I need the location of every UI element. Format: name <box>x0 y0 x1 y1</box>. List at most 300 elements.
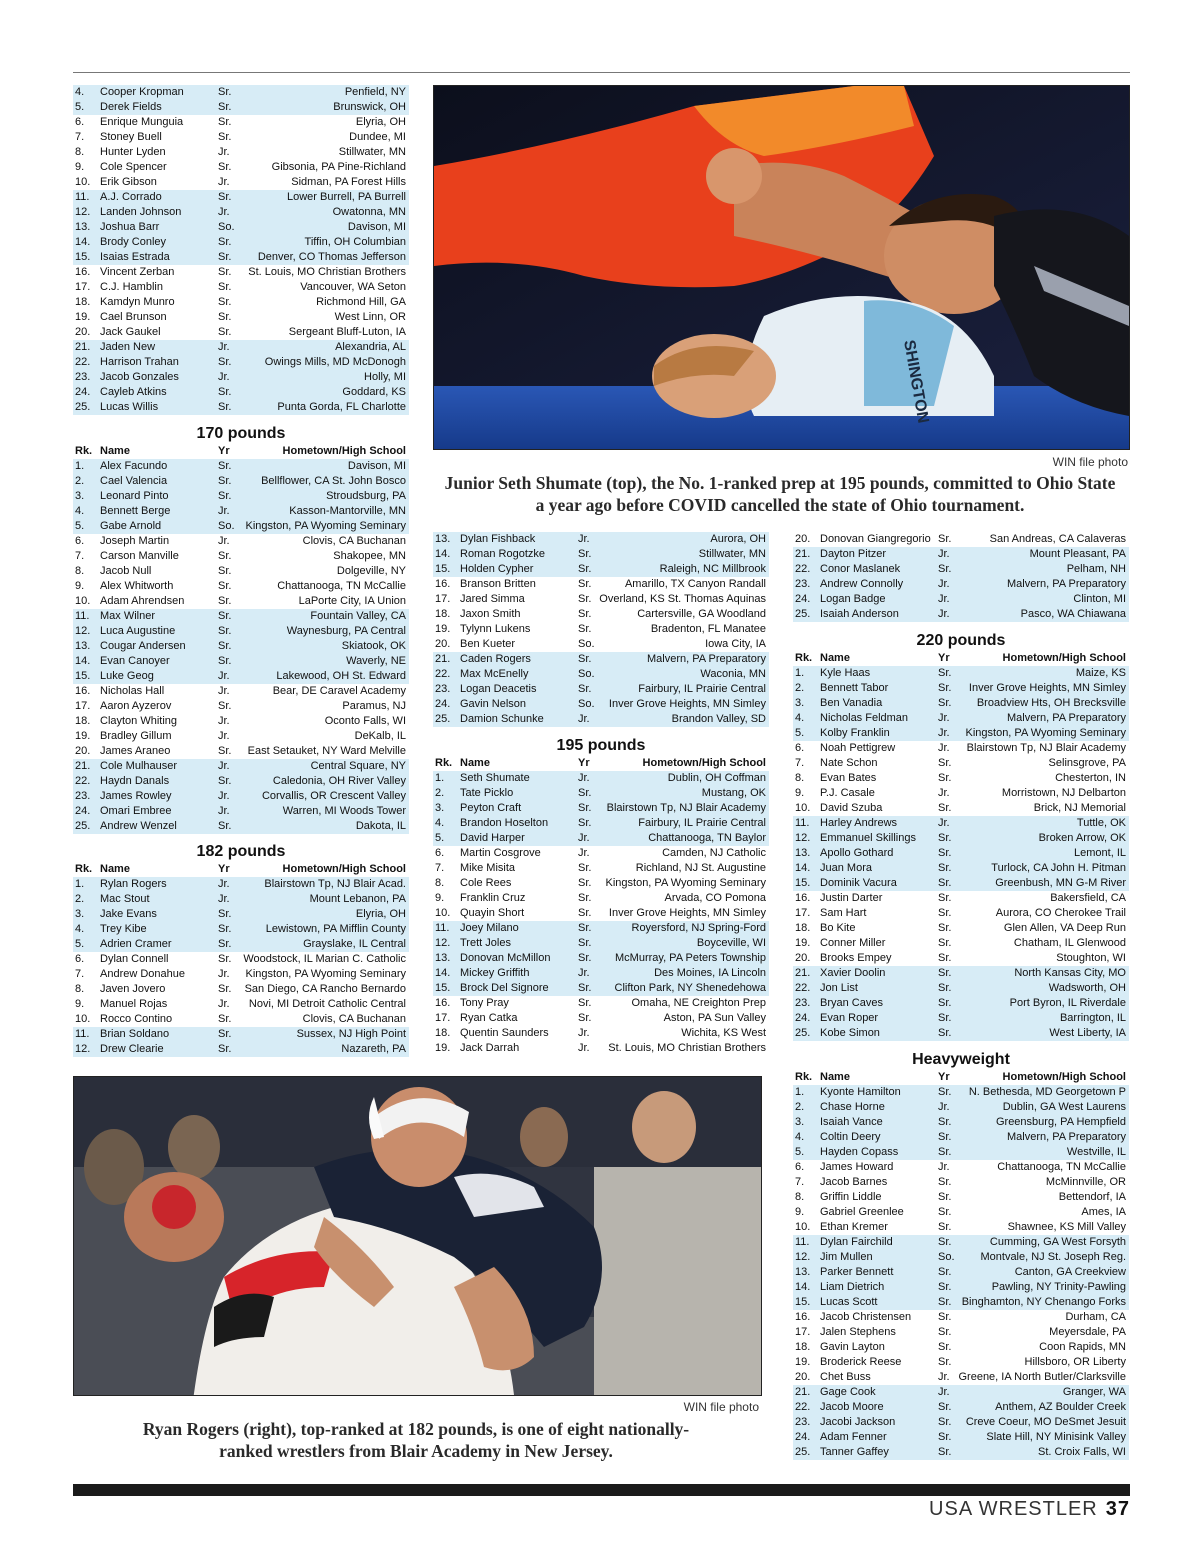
table-row <box>793 1340 1129 1355</box>
hometown-cell: St. Croix Falls, WI <box>1037 1446 1126 1458</box>
table-row <box>73 280 409 295</box>
name-cell: Jacob Gonzales <box>100 371 179 383</box>
year-cell: Sr. <box>218 356 232 368</box>
name-cell: Leonard Pinto <box>100 490 169 502</box>
rank-cell: 10. <box>75 1013 91 1025</box>
year-cell: Sr. <box>218 386 232 398</box>
table-row <box>433 622 769 637</box>
rank-cell: 17. <box>435 1012 451 1024</box>
rank-cell: 12. <box>75 206 91 218</box>
year-cell: Sr. <box>578 997 592 1009</box>
year-cell: Sr. <box>218 191 232 203</box>
table-row <box>433 891 769 906</box>
year-cell: Sr. <box>578 593 592 605</box>
rank-cell: 14. <box>795 1281 811 1293</box>
rank-cell: 9. <box>75 161 85 173</box>
rank-cell: 25. <box>75 820 91 832</box>
rank-cell: 15. <box>75 251 91 263</box>
hometown-cell: Greene, IA North Butler/Clarksville <box>958 1371 1126 1383</box>
table-row <box>793 1355 1129 1370</box>
hometown-cell: Brick, NJ Memorial <box>1033 802 1126 814</box>
table-row <box>73 744 409 759</box>
hometown-cell: Iowa City, IA <box>705 638 766 650</box>
name-cell: Harley Andrews <box>820 817 898 829</box>
year-cell: Sr. <box>218 625 232 637</box>
year-cell: Sr. <box>218 595 232 607</box>
hometown-cell: Waverly, NE <box>346 655 406 667</box>
rank-cell: 15. <box>75 670 91 682</box>
table-row <box>793 532 1129 547</box>
table-row <box>793 786 1129 801</box>
name-cell: P.J. Casale <box>820 787 875 799</box>
table-row <box>793 1175 1129 1190</box>
table-row <box>793 861 1129 876</box>
hometown-cell: Anthem, AZ Boulder Creek <box>995 1401 1126 1413</box>
year-cell: Sr. <box>578 907 592 919</box>
table-header-row <box>793 1070 1129 1085</box>
year-cell: Sr. <box>938 892 952 904</box>
rank-cell: 1. <box>75 878 85 890</box>
hometown-cell: Waynesburg, PA Central <box>286 625 406 637</box>
rank-cell: 17. <box>75 700 91 712</box>
year-cell: Sr. <box>218 131 232 143</box>
table-row <box>433 697 769 712</box>
hometown-cell: Tuttle, OK <box>1076 817 1126 829</box>
rank-cell: 22. <box>795 1401 811 1413</box>
weight-title-220: 220 pounds <box>916 632 1006 649</box>
rank-cell: 2. <box>75 893 85 905</box>
year-cell: Sr. <box>938 757 952 769</box>
year-cell: Sr. <box>578 982 592 994</box>
hometown-cell: Fairbury, IL Prairie Central <box>638 817 766 829</box>
name-cell: Jared Simma <box>460 593 525 605</box>
hometown-cell: Broken Arrow, OK <box>1038 832 1126 844</box>
hometown-cell: Kingston, PA Wyoming Seminary <box>245 968 406 980</box>
year-cell: Jr. <box>218 371 230 383</box>
year-cell: Sr. <box>578 922 592 934</box>
year-cell: Sr. <box>938 1236 952 1248</box>
table-row <box>793 1310 1129 1325</box>
hometown-cell: Bettendorf, IA <box>1058 1191 1126 1203</box>
year-cell: Jr. <box>938 742 950 754</box>
rank-cell: 16. <box>75 685 91 697</box>
rank-cell: 22. <box>75 775 91 787</box>
rank-cell: 11. <box>435 922 450 934</box>
name-cell: Jim Mullen <box>820 1251 873 1263</box>
name-cell: Juan Mora <box>820 862 872 874</box>
rank-cell: 20. <box>795 533 811 545</box>
table-row <box>793 1295 1129 1310</box>
table-row <box>433 981 769 996</box>
rank-cell: 4. <box>795 1131 805 1143</box>
hometown-cell: Elyria, OH <box>355 908 406 920</box>
year-cell: Sr. <box>578 653 592 665</box>
table-row <box>73 130 409 145</box>
hometown-cell: Brandon Valley, SD <box>671 713 766 725</box>
hometown-cell: Davison, MI <box>347 460 406 472</box>
year-cell: Sr. <box>938 667 952 679</box>
table-row <box>73 100 409 115</box>
name-cell: Mac Stout <box>100 893 150 905</box>
year-cell: Sr. <box>938 1326 952 1338</box>
table-row <box>793 1085 1129 1100</box>
year-cell: Sr. <box>938 1446 952 1458</box>
hometown-cell: Sergeant Bluff-Luton, IA <box>288 326 406 338</box>
weight-title-182: 182 pounds <box>196 843 286 860</box>
rank-cell: 18. <box>75 715 91 727</box>
rank-cell: 16. <box>795 892 811 904</box>
rank-cell: 14. <box>75 655 91 667</box>
table-row <box>793 1445 1129 1460</box>
rank-cell: 4. <box>75 505 85 517</box>
year-cell: Jr. <box>218 968 230 980</box>
hometown-cell: Shakopee, MN <box>333 550 406 562</box>
singlet-lettering: SHINGTON <box>900 338 932 425</box>
rank-cell: Rk. <box>795 1071 813 1083</box>
hometown-cell: Hometown/High School <box>1002 652 1126 664</box>
table-row <box>433 547 769 562</box>
table-row <box>793 921 1129 936</box>
name-cell: Andrew Wenzel <box>100 820 177 832</box>
year-cell: Sr. <box>938 1431 952 1443</box>
page-number: 37 <box>1105 1498 1130 1520</box>
year-cell: Jr. <box>938 1371 950 1383</box>
name-cell: Kyonte Hamilton <box>820 1086 901 1098</box>
name-cell: Name <box>100 445 130 457</box>
year-cell: Sr. <box>218 116 232 128</box>
rank-cell: 25. <box>795 1446 811 1458</box>
year-cell: Jr. <box>218 206 230 218</box>
table-row <box>433 607 769 622</box>
hometown-cell: Inver Grove Heights, MN Simley <box>968 682 1126 694</box>
table-row <box>433 562 769 577</box>
hometown-cell: Hometown/High School <box>282 445 406 457</box>
hometown-cell: Mount Lebanon, PA <box>309 893 406 905</box>
year-cell: Sr. <box>578 683 592 695</box>
name-cell: Joseph Martin <box>100 535 170 547</box>
name-cell: Coltin Deery <box>820 1131 881 1143</box>
rank-cell: 22. <box>435 668 451 680</box>
year-cell: Sr. <box>218 745 232 757</box>
hometown-cell: Broadview Hts, OH Brecksville <box>976 697 1126 709</box>
rank-cell: 1. <box>75 460 85 472</box>
table-header-row <box>73 862 409 877</box>
year-cell: So. <box>578 638 595 650</box>
year-cell: Sr. <box>218 326 232 338</box>
table-row <box>793 1220 1129 1235</box>
name-cell: Martin Cosgrove <box>460 847 541 859</box>
hometown-cell: Clovis, CA Buchanan <box>302 1013 406 1025</box>
table-row <box>73 355 409 370</box>
year-cell: Sr. <box>938 997 952 1009</box>
table-row <box>433 951 769 966</box>
hometown-cell: Warren, MI Woods Tower <box>282 805 406 817</box>
year-cell: Sr. <box>218 640 232 652</box>
hometown-cell: Greensburg, PA Hempfield <box>995 1116 1126 1128</box>
ranking-table-220 <box>793 651 1129 1041</box>
hometown-cell: Sidman, PA Forest Hills <box>291 176 406 188</box>
hometown-cell: Canton, GA Creekview <box>1014 1266 1126 1278</box>
table-row <box>793 726 1129 741</box>
table-row <box>793 592 1129 607</box>
name-cell: Mike Misita <box>460 862 516 874</box>
hometown-cell: McMinnville, OR <box>1045 1176 1126 1188</box>
table-row <box>433 861 769 876</box>
year-cell: Jr. <box>938 608 950 620</box>
year-cell: Sr. <box>218 938 232 950</box>
table-row <box>793 1130 1129 1145</box>
hometown-cell: Kingston, PA Wyoming Seminary <box>965 727 1126 739</box>
name-cell: Conor Maslanek <box>820 563 901 575</box>
year-cell: Sr. <box>938 772 952 784</box>
ranking-table-195-cont <box>793 532 1129 622</box>
rank-cell: 7. <box>795 757 805 769</box>
rank-cell: 9. <box>795 1206 805 1218</box>
hometown-cell: Lewistown, PA Mifflin County <box>265 923 406 935</box>
year-cell: Sr. <box>218 1028 232 1040</box>
hometown-cell: Malvern, PA Preparatory <box>1006 578 1126 590</box>
rank-cell: 18. <box>435 608 451 620</box>
name-cell: Javen Jovero <box>100 983 166 995</box>
hometown-cell: Bakersfield, CA <box>1050 892 1126 904</box>
name-cell: Damion Schunke <box>460 713 544 725</box>
hometown-cell: Arvada, CO Pomona <box>664 892 766 904</box>
rank-cell: 19. <box>75 730 91 742</box>
hometown-cell: Woodstock, IL Marian C. Catholic <box>243 953 406 965</box>
table-row <box>433 577 769 592</box>
hometown-cell: Lakewood, OH St. Edward <box>276 670 406 682</box>
hometown-cell: Cumming, GA West Forsyth <box>989 1236 1126 1248</box>
year-cell: Sr. <box>578 802 592 814</box>
hometown-cell: Raleigh, NC Millbrook <box>659 563 766 575</box>
name-cell: Jaxon Smith <box>460 608 521 620</box>
year-cell: Jr. <box>938 593 950 605</box>
name-cell: Isaiah Anderson <box>820 608 899 620</box>
name-cell: Rocco Contino <box>100 1013 173 1025</box>
hometown-cell: Dublin, OH Coffman <box>667 772 766 784</box>
table-row <box>433 682 769 697</box>
hometown-cell: Paramus, NJ <box>342 700 406 712</box>
table-row <box>433 667 769 682</box>
name-cell: James Araneo <box>100 745 171 757</box>
rank-cell: 14. <box>435 548 451 560</box>
name-cell: Jacob Null <box>100 565 152 577</box>
hometown-cell: Stoughton, WI <box>1056 952 1126 964</box>
table-row <box>73 519 409 534</box>
rank-cell: 4. <box>75 923 85 935</box>
hometown-cell: Hometown/High School <box>642 757 766 769</box>
table-row <box>793 906 1129 921</box>
table-row <box>793 966 1129 981</box>
rank-cell: 15. <box>435 982 451 994</box>
photo-credit-2: WIN file photo <box>683 1400 759 1414</box>
rank-cell: 22. <box>795 982 811 994</box>
rank-cell: 11. <box>75 610 90 622</box>
hometown-cell: Davison, MI <box>347 221 406 233</box>
name-cell: Kobe Simon <box>820 1027 880 1039</box>
table-row <box>433 771 769 786</box>
table-row <box>73 220 409 235</box>
rank-cell: 19. <box>435 1042 451 1054</box>
hometown-cell: Wadsworth, OH <box>1048 982 1126 994</box>
table-row <box>793 696 1129 711</box>
rank-cell: 20. <box>75 745 91 757</box>
table-row <box>793 1205 1129 1220</box>
year-cell: Sr. <box>218 983 232 995</box>
table-row <box>73 699 409 714</box>
rank-cell: 11. <box>75 1028 90 1040</box>
table-row <box>73 639 409 654</box>
rank-cell: 3. <box>75 908 85 920</box>
rank-cell: 5. <box>795 727 805 739</box>
year-cell: Sr. <box>938 1146 952 1158</box>
wrestling-photo-1 <box>434 86 1129 449</box>
year-cell: Sr. <box>938 1116 952 1128</box>
hometown-cell: West Linn, OR <box>334 311 406 323</box>
year-cell: Jr. <box>578 1027 590 1039</box>
table-row <box>73 534 409 549</box>
table-row <box>73 729 409 744</box>
rank-cell: 17. <box>75 281 91 293</box>
name-cell: Brandon Hoselton <box>460 817 549 829</box>
rank-cell: 23. <box>75 790 91 802</box>
rank-cell: 7. <box>75 550 85 562</box>
name-cell: Adrien Cramer <box>100 938 172 950</box>
table-row <box>793 1385 1129 1400</box>
rank-cell: 5. <box>75 938 85 950</box>
photo-caption-2: Ryan Rogers (right), top-ranked at 182 pounds, is one of eight nationally-ranked wrestlers from Blair Academy in New Jersey. <box>142 1419 690 1461</box>
table-row <box>793 801 1129 816</box>
rank-cell: 10. <box>435 907 451 919</box>
hometown-cell: N. Bethesda, MD Georgetown P <box>968 1086 1126 1098</box>
name-cell: Kamdyn Munro <box>100 296 175 308</box>
table-row <box>793 951 1129 966</box>
rank-cell: 16. <box>435 997 451 1009</box>
table-row <box>73 115 409 130</box>
table-row <box>793 1280 1129 1295</box>
name-cell: Alex Whitworth <box>100 580 174 592</box>
rank-cell: 6. <box>795 742 805 754</box>
name-cell: Caden Rogers <box>460 653 531 665</box>
hometown-cell: West Liberty, IA <box>1049 1027 1126 1039</box>
rank-cell: 6. <box>75 535 85 547</box>
name-cell: Trett Joles <box>460 937 511 949</box>
rank-cell: 24. <box>795 593 811 605</box>
rank-cell: Rk. <box>795 652 813 664</box>
table-row <box>433 846 769 861</box>
name-cell: Ben Kueter <box>460 638 516 650</box>
rank-cell: 21. <box>795 1386 811 1398</box>
name-cell: Emmanuel Skillings <box>820 832 916 844</box>
table-row <box>793 1026 1129 1041</box>
year-cell: So. <box>578 668 595 680</box>
hometown-cell: Dakota, IL <box>355 820 406 832</box>
name-cell: Mickey Griffith <box>460 967 530 979</box>
hometown-cell: Bellflower, CA St. John Bosco <box>261 475 406 487</box>
table-row <box>73 265 409 280</box>
table-row <box>433 786 769 801</box>
rank-cell: 21. <box>795 548 811 560</box>
hometown-cell: Oconto Falls, WI <box>324 715 406 727</box>
year-cell: Jr. <box>218 146 230 158</box>
rank-cell: 20. <box>435 638 451 650</box>
rank-cell: 4. <box>75 86 85 98</box>
rank-cell: 1. <box>435 772 445 784</box>
rank-cell: 6. <box>795 1161 805 1173</box>
hometown-cell: Coon Rapids, MN <box>1039 1341 1126 1353</box>
rank-cell: 20. <box>75 326 91 338</box>
rank-cell: 2. <box>75 475 85 487</box>
rank-cell: 12. <box>795 832 811 844</box>
table-row <box>793 1100 1129 1115</box>
name-cell: Jalen Stephens <box>820 1326 896 1338</box>
name-cell: Holden Cypher <box>460 563 534 575</box>
year-cell: Sr. <box>938 1086 952 1098</box>
name-cell: Broderick Reese <box>820 1356 902 1368</box>
year-cell: Jr. <box>218 790 230 802</box>
rank-cell: 20. <box>795 952 811 964</box>
hometown-cell: Meyersdale, PA <box>1049 1326 1126 1338</box>
table-row <box>73 684 409 699</box>
year-cell: Sr. <box>938 1221 952 1233</box>
year-cell: Sr. <box>218 820 232 832</box>
year-cell: Sr. <box>938 907 952 919</box>
name-cell: Enrique Munguia <box>100 116 184 128</box>
weight-title-195: 195 pounds <box>556 737 646 754</box>
name-cell: Landen Johnson <box>100 206 182 218</box>
table-row <box>73 892 409 907</box>
table-row <box>793 1430 1129 1445</box>
hometown-cell: Fairbury, IL Prairie Central <box>638 683 766 695</box>
name-cell: Evan Roper <box>820 1012 879 1024</box>
name-cell: Noah Pettigrew <box>820 742 896 754</box>
rank-cell: 13. <box>435 533 451 545</box>
table-row <box>73 1012 409 1027</box>
hometown-cell: Grayslake, IL Central <box>303 938 406 950</box>
rank-cell: 13. <box>435 952 451 964</box>
year-cell: Jr. <box>938 727 950 739</box>
table-header-row <box>433 756 769 771</box>
rank-cell: 4. <box>435 817 445 829</box>
name-cell: Joshua Barr <box>100 221 160 233</box>
rank-cell: 10. <box>75 176 91 188</box>
year-cell: Jr. <box>218 176 230 188</box>
table-row <box>73 205 409 220</box>
year-cell: Sr. <box>218 1013 232 1025</box>
year-cell: Sr. <box>938 1401 952 1413</box>
hometown-cell: Montvale, NJ St. Joseph Reg. <box>980 1251 1126 1263</box>
hometown-cell: Sussex, NJ High Point <box>296 1028 406 1040</box>
name-cell: Name <box>460 757 490 769</box>
name-cell: Clayton Whiting <box>100 715 178 727</box>
hometown-cell: Maize, KS <box>1075 667 1126 679</box>
rank-cell: 3. <box>435 802 445 814</box>
hometown-cell: Lower Burrell, PA Burrell <box>286 191 406 203</box>
year-cell: Sr. <box>938 1131 952 1143</box>
hometown-cell: Clovis, CA Buchanan <box>302 535 406 547</box>
table-row <box>73 774 409 789</box>
year-cell: Sr. <box>218 296 232 308</box>
hometown-cell: Chatham, IL Glenwood <box>1013 937 1126 949</box>
hometown-cell: Dolgeville, NY <box>336 565 406 577</box>
rank-cell: 5. <box>435 832 445 844</box>
year-cell: Sr. <box>218 953 232 965</box>
hometown-cell: Camden, NJ Catholic <box>662 847 766 859</box>
name-cell: Kyle Haas <box>820 667 871 679</box>
rank-cell: 2. <box>795 1101 805 1113</box>
year-cell: Sr. <box>578 1012 592 1024</box>
table-row <box>73 967 409 982</box>
